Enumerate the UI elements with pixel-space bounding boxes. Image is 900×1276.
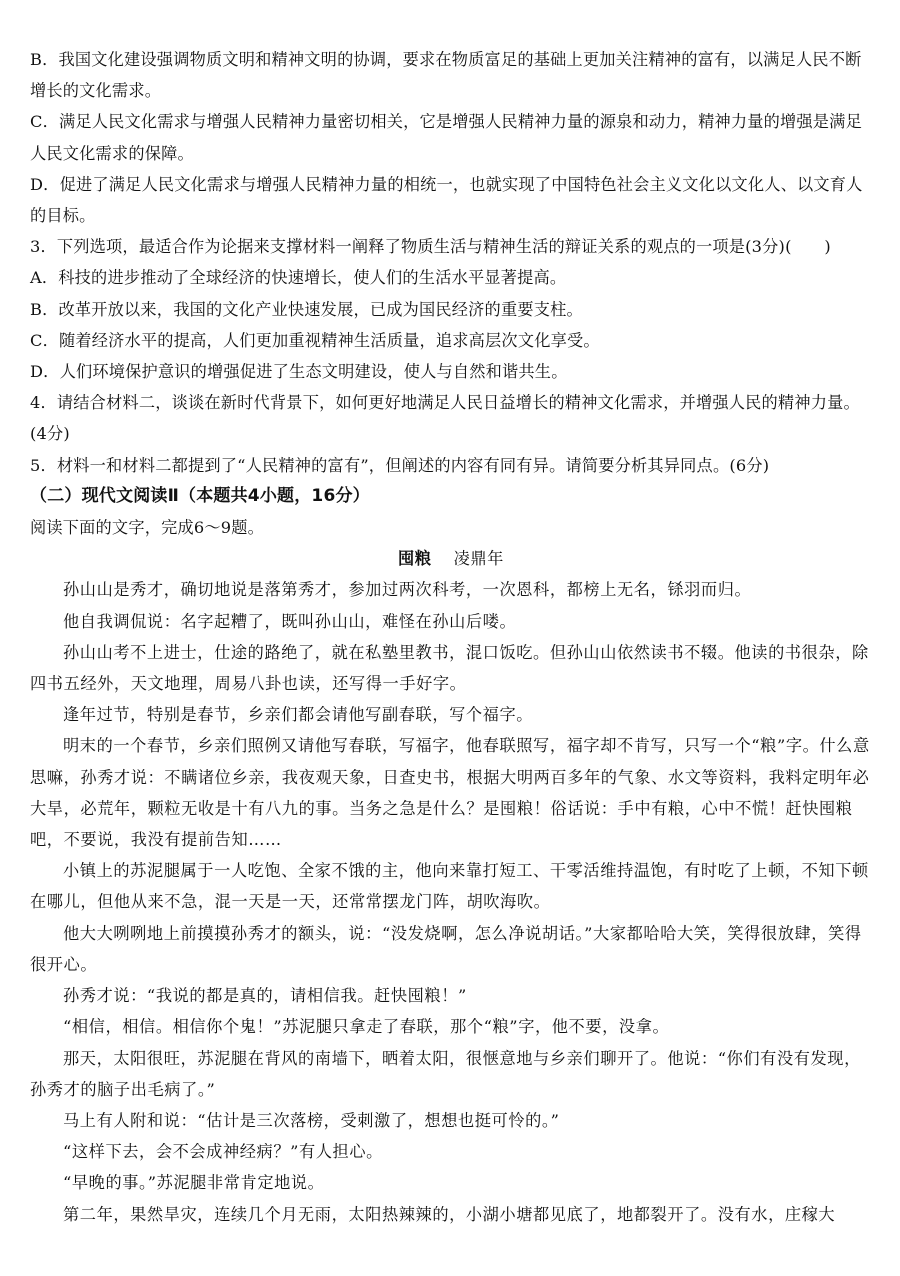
story-paragraph: 第二年，果然旱灾，连续几个月无雨，太阳热辣辣的，小湖小塘都见底了，地都裂开了。没有水，庄稼大 bbox=[63, 1204, 836, 1224]
story-paragraph: 那天，太阳很旺，苏泥腿在背风的南墙下，晒着太阳，很惬意地与乡亲们聊开了。他说：“你们有没有发现，孙秀才的脑子出毛病了。” bbox=[30, 1048, 861, 1099]
story-title: 囤粮 bbox=[398, 549, 432, 569]
story-paragraph: 逢年过节，特别是春节，乡亲们都会请他写副春联，写个福字。 bbox=[63, 705, 534, 725]
story bbox=[30, 543, 872, 1229]
story-paragraph: 孙山山考不上进士，仕途的路绝了，就在私塾里教书，混口饭吃。但孙山山依然读书不辍。他读的书很杂，除四书五经外，天文地理，周易八卦也读，还写得一手好字。 bbox=[30, 642, 869, 694]
exam-page bbox=[30, 44, 872, 1230]
story-paragraph: 小镇上的苏泥腿属于一人吃饱、全家不饿的主，他向来靠打短工、干零活维持温饱，有时吃了上顿，不知下顿在哪儿，但他从来不急，混一天是一天，还常常摆龙门阵，胡吹海吹。 bbox=[30, 861, 869, 912]
question-3-option-b: B．改革开放以来，我国的文化产业快速发展，已成为国民经济的重要支柱。 bbox=[30, 299, 583, 319]
story-paragraph: 孙秀才说：“我说的都是真的，请相信我。赶快囤粮！” bbox=[63, 986, 467, 1006]
question-4: 4．请结合材料二，谈谈在新时代背景下，如何更好地满足人民日益增长的精神文化需求，并增强人民的精神力量。(4分) bbox=[30, 393, 860, 444]
option-d: D．促进了满足人民文化需求与增强人民精神力量的相统一，也就实现了中国特色社会主义文化以文化人、以文育人的目标。 bbox=[30, 174, 863, 226]
story-paragraph: 明末的一个春节，乡亲们照例又请他写春联，写福字，他春联照写，福字却不肯写，只写一个“粮”字。什么意思嘛，孙秀才说：不瞒诸位乡亲，我夜观天象，日查史书，根据大明两百多年的气象、水文等资料，我料定明年必大旱，必荒年，颗粒无收是十有八九的事。当务之急是什么？是囤粮！俗话说：手中有粮，心中不慌！赶快囤粮吧，不要说，我没有提前告知…… bbox=[30, 736, 870, 850]
story-paragraph: 孙山山是秀才，确切地说是落第秀才，参加过两次科考，一次恩科，都榜上无名，铩羽而归。 bbox=[63, 580, 752, 600]
story-paragraph: “这样下去，会不会成神经病？”有人担心。 bbox=[63, 1142, 383, 1162]
story-paragraph: 马上有人附和说：“估计是三次落榜，受刺激了，想想也挺可怜的。” bbox=[63, 1110, 560, 1130]
story-paragraph: 他自我调侃说：名字起糟了，既叫孙山山，难怪在孙山后喽。 bbox=[63, 611, 517, 631]
story-paragraph: “早晚的事。”苏泥腿非常肯定地说。 bbox=[63, 1173, 325, 1193]
question-3-option-d: D．人们环境保护意识的增强促进了生态文明建设，使人与自然和谐共生。 bbox=[30, 362, 568, 382]
question-3 bbox=[30, 231, 872, 387]
story-paragraph: “相信，相信。相信你个鬼！”苏泥腿只拿走了春联，那个“粮”字，他不要，没拿。 bbox=[63, 1017, 670, 1037]
question-5: 5．材料一和材料二都提到了“人民精神的富有”，但阐述的内容有同有异。请简要分析其异同点。(6分) bbox=[30, 455, 770, 475]
option-b: B．我国文化建设强调物质文明和精神文明的协调，要求在物质富足的基础上更加关注精神的富有，以满足人民不断增长的文化需求。 bbox=[30, 50, 862, 101]
option-c: C．满足人民文化需求与增强人民精神力量密切相关，它是增强人民精神力量的源泉和动力，精神力量的增强是满足人民文化需求的保障。 bbox=[30, 112, 862, 163]
section-heading: （二）现代文阅读Ⅱ（本题共4小题，16分） bbox=[30, 485, 370, 506]
story-author: 凌鼎年 bbox=[453, 549, 504, 569]
story-paragraph: 他大大咧咧地上前摸摸孙秀才的额头，说：“没发烧啊，怎么净说胡话。”大家都哈哈大笑，笑得很放肆，笑得很开心。 bbox=[30, 923, 862, 974]
question-2-options bbox=[30, 44, 872, 231]
story-title-line bbox=[30, 543, 872, 574]
question-3-option-a: A．科技的进步推动了全球经济的快速增长，使人们的生活水平显著提高。 bbox=[30, 268, 567, 288]
question-3-option-c: C．随着经济水平的提高，人们更加重视精神生活质量，追求高层次文化享受。 bbox=[30, 330, 600, 350]
question-3-stem: 3．下列选项，最适合作为论据来支撑材料一阐释了物质生活与精神生活的辩证关系的观点的一项是(3分)( ) bbox=[30, 237, 831, 257]
reading-instruction: 阅读下面的文字，完成6～9题。 bbox=[30, 518, 265, 538]
